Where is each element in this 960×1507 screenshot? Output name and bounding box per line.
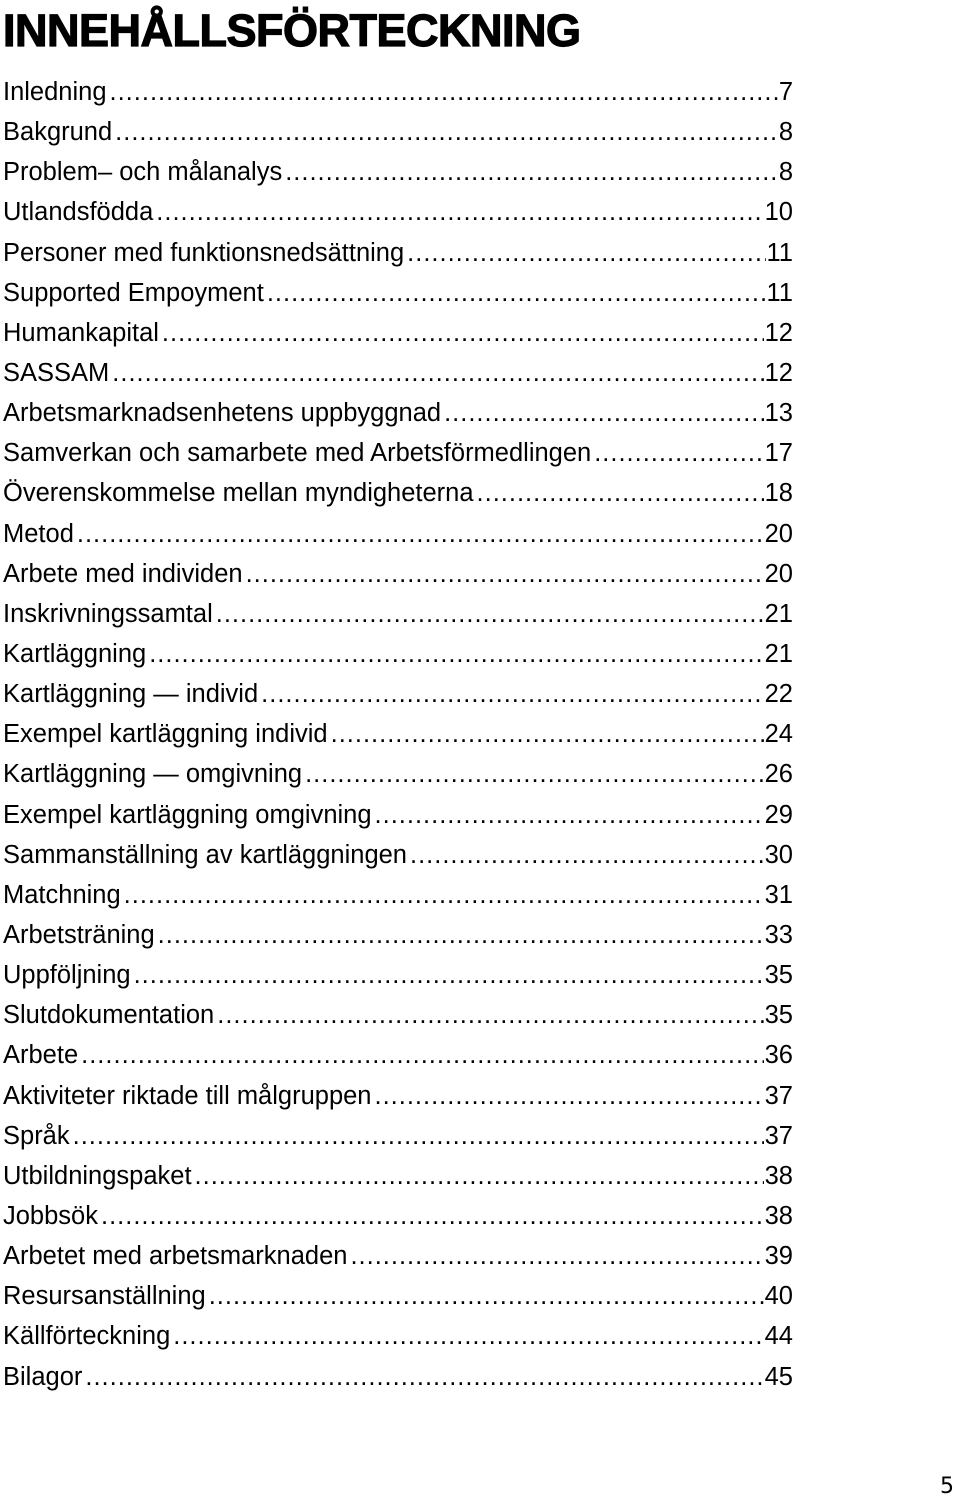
toc-entry-label: Språk: [3, 1121, 70, 1150]
toc-entry-label: Arbete med individen: [3, 559, 243, 588]
toc-entry-page: 12: [764, 318, 793, 347]
toc-dot-leader: [267, 273, 766, 313]
toc-entry-page: 21: [764, 639, 793, 668]
toc-entry[interactable]: [3, 1276, 793, 1316]
toc-entry-page: 33: [764, 920, 793, 949]
toc-entry[interactable]: [3, 955, 793, 995]
toc-entry-label: Metod: [3, 519, 74, 548]
toc-dot-leader: [101, 1196, 764, 1236]
toc-entry[interactable]: [3, 995, 793, 1035]
toc-entry-page: 30: [764, 840, 793, 869]
toc-entry-page: 24: [764, 720, 793, 749]
toc-dot-leader: [375, 1076, 764, 1116]
toc-entry[interactable]: [3, 393, 793, 433]
toc-dot-leader: [216, 594, 764, 634]
toc-entry[interactable]: [3, 554, 793, 594]
toc-entry-label: Samverkan och samarbete med Arbetsförmedlingen: [3, 439, 592, 468]
toc-entry-page: 7: [778, 78, 793, 106]
toc-dot-leader: [124, 875, 764, 915]
toc-entry[interactable]: [3, 1236, 793, 1276]
toc-entry-label: Sammanställning av kartläggningen: [3, 840, 407, 869]
toc-dot-leader: [173, 1316, 763, 1356]
toc-entry-page: 35: [764, 1001, 793, 1030]
toc-entry-label: Jobbsök: [3, 1201, 98, 1230]
toc-dot-leader: [209, 1276, 764, 1316]
toc-dot-leader: [77, 514, 764, 554]
toc-entry[interactable]: [3, 1035, 793, 1075]
toc-entry-page: 20: [764, 559, 793, 588]
toc-entry-page: 39: [764, 1242, 793, 1271]
toc-entry[interactable]: [3, 72, 793, 112]
toc-dot-leader: [158, 915, 764, 955]
toc-entry-page: 29: [764, 800, 793, 829]
toc-entry-page: 35: [764, 961, 793, 990]
toc-dot-leader: [350, 1236, 763, 1276]
toc-entry[interactable]: [3, 233, 793, 273]
toc-entry-label: Resursanställning: [3, 1282, 206, 1311]
toc-entry-page: 11: [766, 238, 793, 267]
toc-entry-label: Inskrivningssamtal: [3, 599, 213, 628]
toc-entry[interactable]: [3, 1116, 793, 1156]
toc-entry[interactable]: [3, 1196, 793, 1236]
toc-entry-page: 31: [764, 880, 793, 909]
toc-entry-label: Aktiviteter riktade till målgruppen: [3, 1081, 372, 1110]
toc-entry-page: 40: [764, 1282, 793, 1311]
page-number: 5: [940, 1474, 954, 1499]
toc-entry[interactable]: [3, 1156, 793, 1196]
toc-dot-leader: [85, 1357, 763, 1397]
toc-entry[interactable]: [3, 1076, 793, 1116]
toc-dot-leader: [195, 1156, 764, 1196]
toc-entry-label: Exempel kartläggning omgivning: [3, 800, 372, 829]
toc-dot-leader: [134, 955, 764, 995]
toc-entry-label: Supported Empoyment: [3, 278, 264, 307]
toc-entry[interactable]: [3, 634, 793, 674]
toc-entry[interactable]: [3, 674, 793, 714]
toc-entry-label: Arbete: [3, 1041, 79, 1070]
toc-entry-label: SASSAM: [3, 358, 110, 387]
toc-dot-leader: [115, 112, 778, 152]
toc-entry[interactable]: [3, 353, 793, 393]
toc-dot-leader: [410, 835, 764, 875]
toc-entry-label: Överenskommelse mellan myndigheterna: [3, 479, 474, 508]
toc-entry-page: 38: [764, 1161, 793, 1190]
toc-entry-page: 26: [764, 760, 793, 789]
toc-entry-page: 45: [764, 1362, 793, 1391]
toc-dot-leader: [81, 1035, 763, 1075]
toc-entry-page: 10: [764, 198, 793, 227]
toc-entry-label: Källförteckning: [3, 1322, 171, 1351]
toc-entry[interactable]: [3, 754, 793, 794]
toc-entry[interactable]: [3, 915, 793, 955]
toc-entry-label: Arbetsmarknadsenhetens uppbyggnad: [3, 399, 442, 428]
toc-entry-label: Kartläggning — individ: [3, 680, 259, 709]
toc-entry-page: 22: [764, 680, 793, 709]
toc-entry[interactable]: [3, 473, 793, 513]
toc-dot-leader: [477, 473, 764, 513]
toc-entry[interactable]: [3, 112, 793, 152]
toc-entry-page: 11: [766, 278, 793, 307]
toc-entry-label: Kartläggning: [3, 639, 147, 668]
toc-entry-page: 37: [764, 1081, 793, 1110]
toc-entry-page: 21: [764, 599, 793, 628]
toc-entry-page: 8: [778, 118, 793, 147]
toc-dot-leader: [285, 152, 778, 192]
toc-dot-leader: [246, 554, 764, 594]
toc-entry-page: 36: [764, 1041, 793, 1070]
toc-dot-leader: [162, 313, 764, 353]
toc-entry-label: Humankapital: [3, 318, 159, 347]
toc-entry-label: Bilagor: [3, 1362, 83, 1391]
toc-dot-leader: [444, 393, 764, 433]
page-title: INNEHÅLLSFÖRTECKNING: [3, 5, 581, 56]
toc-dot-leader: [156, 192, 763, 232]
toc-dot-leader: [594, 433, 763, 473]
toc-dot-leader: [110, 72, 778, 112]
toc-entry-label: Exempel kartläggning individ: [3, 720, 328, 749]
toc-entry[interactable]: [3, 835, 793, 875]
toc-entry-label: Utbildningspaket: [3, 1161, 192, 1190]
toc-entry[interactable]: [3, 514, 793, 554]
toc-dot-leader: [305, 754, 764, 794]
table-of-contents: [3, 72, 793, 1397]
toc-entry-label: Problem– och målanalys: [3, 158, 283, 187]
toc-entry-page: 13: [764, 399, 793, 428]
toc-entry[interactable]: [3, 1357, 793, 1397]
toc-entry-label: Uppföljning: [3, 961, 131, 990]
toc-dot-leader: [375, 795, 764, 835]
toc-entry-label: Arbetsträning: [3, 920, 155, 949]
toc-entry[interactable]: [3, 714, 793, 754]
toc-dot-leader: [112, 353, 763, 393]
toc-entry-label: Inledning: [3, 78, 107, 106]
toc-entry[interactable]: [3, 192, 793, 232]
toc-entry-page: 38: [764, 1201, 793, 1230]
toc-entry-page: 18: [764, 479, 793, 508]
toc-entry-page: 8: [778, 158, 793, 187]
toc-entry[interactable]: [3, 875, 793, 915]
toc-entry-label: Personer med funktionsnedsättning: [3, 238, 405, 267]
toc-dot-leader: [73, 1116, 764, 1156]
toc-entry[interactable]: [3, 594, 793, 634]
toc-entry-label: Arbetet med arbetsmarknaden: [3, 1242, 348, 1271]
toc-entry-page: 44: [764, 1322, 793, 1351]
toc-entry[interactable]: [3, 1316, 793, 1356]
toc-entry-page: 20: [764, 519, 793, 548]
toc-entry[interactable]: [3, 795, 793, 835]
toc-dot-leader: [217, 995, 763, 1035]
toc-entry-label: Slutdokumentation: [3, 1001, 215, 1030]
toc-entry-label: Bakgrund: [3, 118, 113, 147]
toc-entry[interactable]: [3, 313, 793, 353]
toc-entry[interactable]: [3, 152, 793, 192]
toc-entry-page: 37: [764, 1121, 793, 1150]
toc-dot-leader: [261, 674, 763, 714]
toc-entry-page: 12: [764, 358, 793, 387]
toc-entry[interactable]: [3, 273, 793, 313]
toc-entry-page: 17: [764, 439, 793, 468]
toc-dot-leader: [331, 714, 764, 754]
toc-entry-label: Matchning: [3, 880, 121, 909]
toc-entry-label: Utlandsfödda: [3, 198, 154, 227]
toc-entry-label: Kartläggning — omgivning: [3, 760, 303, 789]
toc-dot-leader: [407, 233, 765, 273]
toc-dot-leader: [149, 634, 763, 674]
toc-entry[interactable]: [3, 433, 793, 473]
